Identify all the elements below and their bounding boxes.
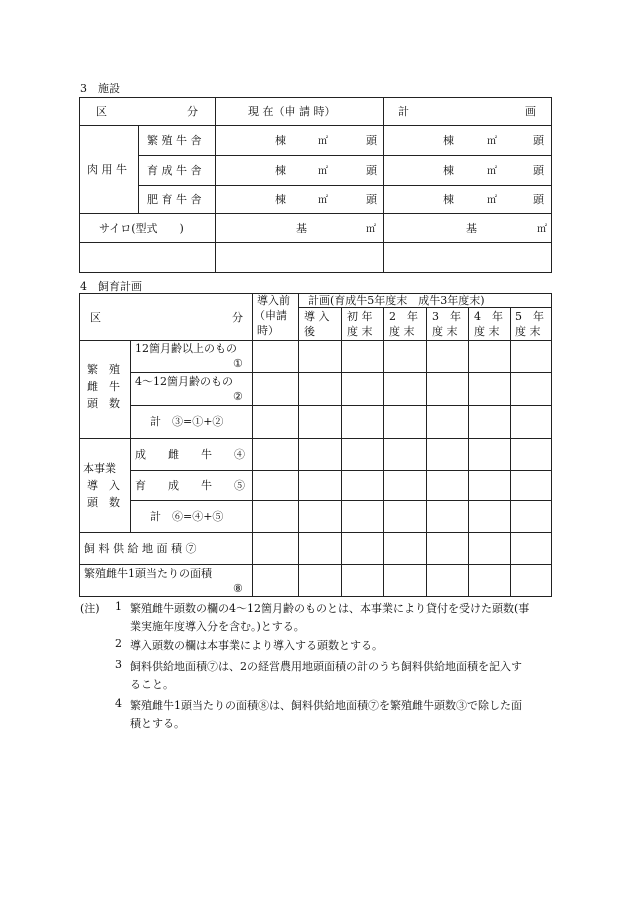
mune-unit: 棟 bbox=[275, 193, 286, 206]
kubun-header-left: 区 bbox=[90, 311, 101, 324]
group1-label-line1: 繁 殖 bbox=[87, 363, 120, 376]
plan-title: 計画(育成牛5年度末 成牛3年度末) bbox=[308, 294, 485, 307]
note-number: 4 bbox=[115, 697, 122, 710]
row-label: 計 ⑥=④+⑤ bbox=[150, 510, 224, 523]
year-header: 度 末 bbox=[474, 325, 500, 338]
kubun-header-left: 区 bbox=[96, 105, 107, 118]
row-label: 成 雌 牛 ④ bbox=[135, 448, 245, 461]
m2-unit: ㎡ bbox=[487, 166, 497, 177]
m2-unit: ㎡ bbox=[487, 195, 497, 206]
m2-unit: ㎡ bbox=[487, 136, 497, 147]
group1-label-line2: 雌 牛 bbox=[87, 380, 120, 393]
area-per-head-label: 繁殖雌牛1頭当たりの面積 bbox=[84, 567, 212, 580]
kubun-header-right: 分 bbox=[232, 311, 243, 324]
group2-label-line3: 頭 数 bbox=[87, 496, 120, 509]
m2-unit: ㎡ bbox=[318, 136, 328, 147]
row-label: 計 ③=①+② bbox=[150, 415, 224, 428]
section4-heading: 4 飼育計画 bbox=[80, 280, 142, 293]
group1-label-line3: 頭 数 bbox=[87, 397, 120, 410]
ki-unit: 基 bbox=[296, 222, 307, 235]
row-label: 育 成 牛 ⑤ bbox=[135, 479, 245, 492]
kubun-header-right: 分 bbox=[187, 105, 198, 118]
before-header-line3: 時） bbox=[257, 324, 279, 337]
plan-header-right: 画 bbox=[525, 105, 536, 118]
feed-area-label: 飼 料 供 給 地 面 積 ⑦ bbox=[84, 542, 197, 555]
row-label: 4～12箇月齢のもの bbox=[135, 375, 233, 388]
year-header: 初 年 bbox=[347, 310, 373, 323]
tou-unit: 頭 bbox=[533, 134, 544, 147]
year-header: 4 年 bbox=[474, 310, 503, 323]
note-text: 繁殖雌牛1頭当たりの面積⑧は、飼料供給地面積⑦を繁殖雌牛頭数③で除した面 bbox=[130, 699, 522, 712]
mune-unit: 棟 bbox=[275, 164, 286, 177]
year-header: 3 年 bbox=[432, 310, 461, 323]
before-header-line1: 導入前 bbox=[257, 294, 290, 307]
facility-row-label: 繁 殖 牛 舎 bbox=[147, 134, 202, 147]
tou-unit: 頭 bbox=[533, 164, 544, 177]
m2-unit: ㎡ bbox=[318, 166, 328, 177]
mune-unit: 棟 bbox=[443, 134, 454, 147]
group2-label-line1: 本事業 bbox=[83, 462, 116, 475]
mune-unit: 棟 bbox=[443, 193, 454, 206]
note-text: 飼料供給地面積⑦は、2の経営農用地頭面積の計のうち飼料供給地面積を記入す bbox=[130, 660, 522, 673]
facility-row-label: 育 成 牛 舎 bbox=[147, 164, 202, 177]
before-header-line2: （申請 bbox=[254, 309, 287, 322]
year-header: 2 年 bbox=[389, 310, 418, 323]
m2-unit: ㎡ bbox=[366, 224, 376, 235]
row-number: ① bbox=[233, 357, 243, 370]
m2-unit: ㎡ bbox=[537, 224, 547, 235]
group2-label-line2: 導 入 bbox=[87, 479, 120, 492]
current-header: 現 在（申 請 時） bbox=[248, 105, 336, 118]
mune-unit: 棟 bbox=[275, 134, 286, 147]
plan-header-left: 計 bbox=[398, 105, 409, 118]
note-number: 2 bbox=[115, 637, 122, 650]
note-number: 1 bbox=[115, 600, 122, 613]
ki-unit: 基 bbox=[466, 222, 477, 235]
beef-cattle-group-label: 肉 用 牛 bbox=[87, 163, 127, 176]
note-text: ること。 bbox=[130, 678, 174, 691]
tou-unit: 頭 bbox=[366, 134, 377, 147]
note-text: 繁殖雌牛頭数の欄の4～12箇月齢のものとは、本事業により貸付を受けた頭数(事 bbox=[130, 602, 530, 615]
year-header: 度 末 bbox=[432, 325, 458, 338]
note-text: 業実施年度導入分を含む。)とする。 bbox=[130, 620, 305, 633]
year-header: 5 年 bbox=[515, 310, 544, 323]
row-number: ② bbox=[233, 390, 243, 403]
row-label: 12箇月齢以上のもの bbox=[135, 342, 237, 355]
year-header: 度 末 bbox=[389, 325, 415, 338]
year-header: 度 末 bbox=[515, 325, 541, 338]
year-header: 後 bbox=[304, 325, 315, 338]
section3-heading: 3 施設 bbox=[80, 82, 120, 95]
row-number: ⑧ bbox=[233, 582, 243, 595]
silo-label: サイロ(型式 ) bbox=[99, 222, 184, 235]
year-header: 度 末 bbox=[347, 325, 373, 338]
facility-row-label: 肥 育 牛 舎 bbox=[147, 193, 202, 206]
notes-prefix: (注) bbox=[80, 602, 100, 615]
year-header: 導 入 bbox=[304, 310, 330, 323]
note-number: 3 bbox=[115, 658, 122, 671]
m2-unit: ㎡ bbox=[318, 195, 328, 206]
note-text: 導入頭数の欄は本事業により導入する頭数とする。 bbox=[130, 639, 383, 652]
tou-unit: 頭 bbox=[366, 193, 377, 206]
note-text: 積とする。 bbox=[130, 717, 185, 730]
tou-unit: 頭 bbox=[533, 193, 544, 206]
tou-unit: 頭 bbox=[366, 164, 377, 177]
mune-unit: 棟 bbox=[443, 164, 454, 177]
